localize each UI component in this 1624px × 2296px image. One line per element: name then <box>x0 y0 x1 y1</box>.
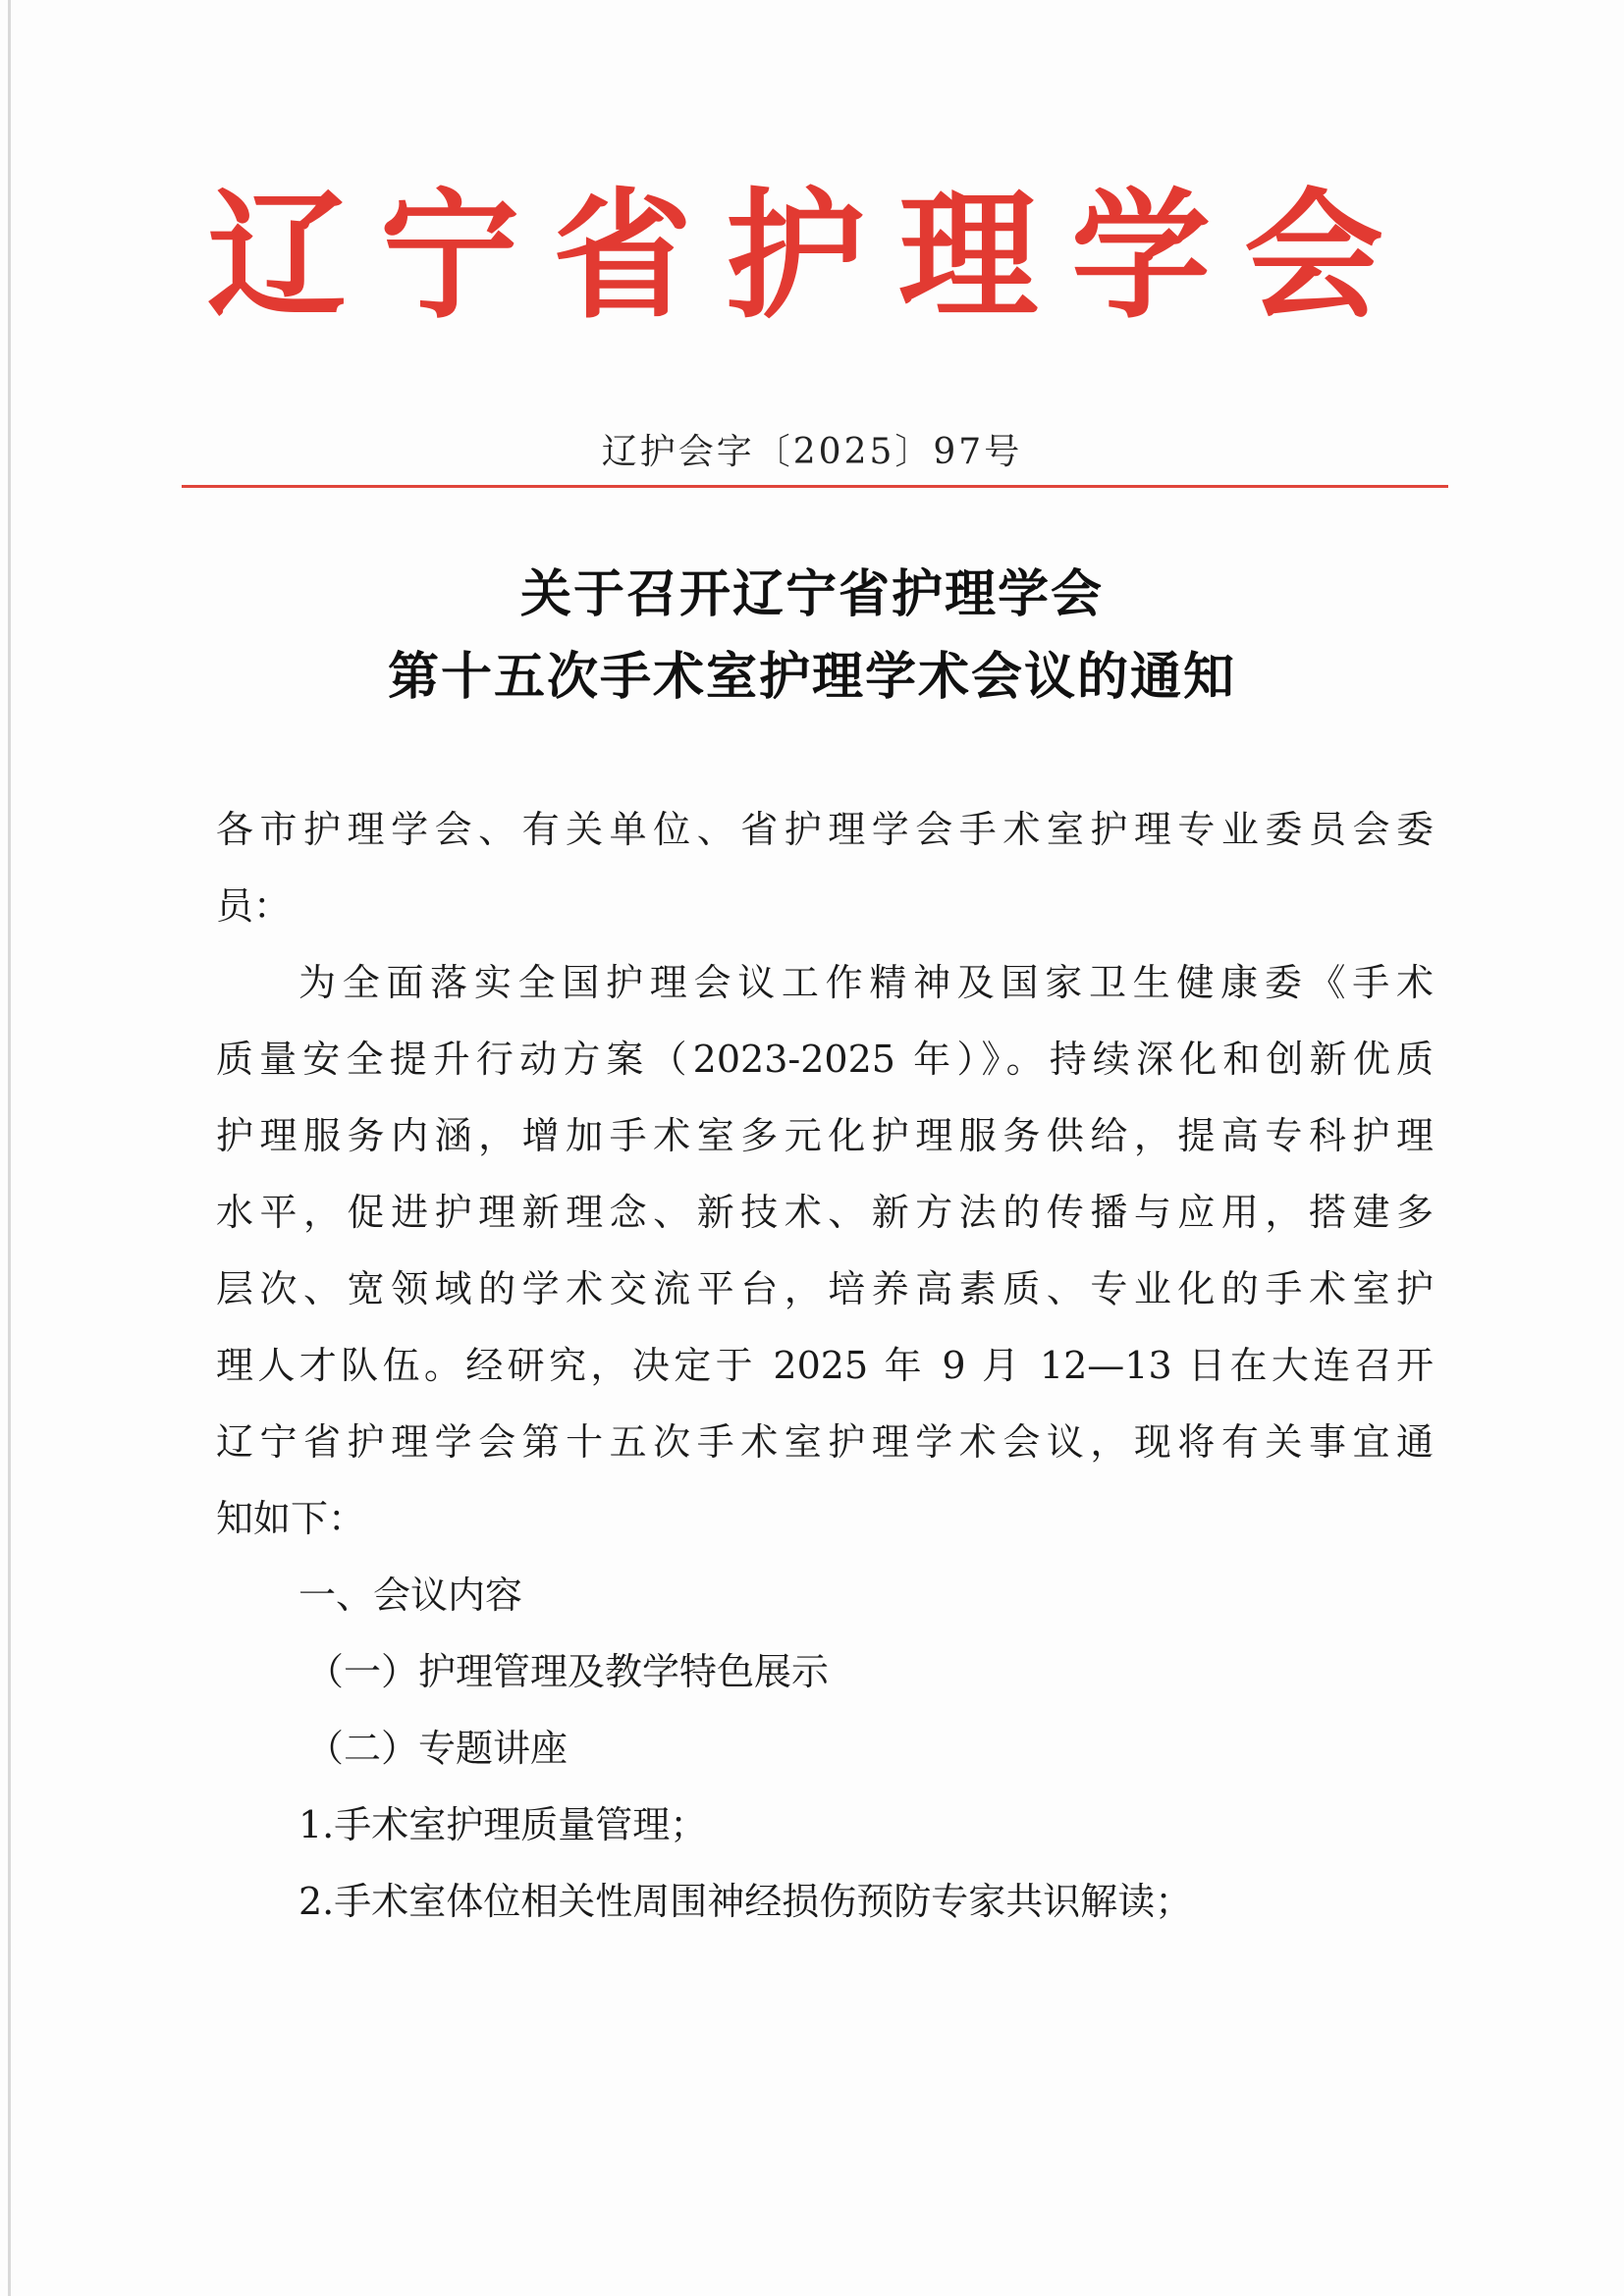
recipients-line-1: 各市护理学会、有关单位、省护理学会手术室护理专业委员会委 <box>216 808 1434 851</box>
title-line-1: 关于召开辽宁省护理学会 <box>519 564 1104 624</box>
scan-edge <box>8 0 11 2296</box>
title-line-2: 第十五次手术室护理学术会议的通知 <box>387 647 1236 707</box>
intro-line-1: 为全面落实全国护理会议工作精神及国家卫生健康委《手术 <box>298 961 1434 1004</box>
intro-line-6: 理人才队伍。经研究，决定于 2025 年 9 月 12—13 日在大连召开 <box>216 1344 1434 1387</box>
intro-line-8: 知如下： <box>216 1497 366 1540</box>
header-divider <box>182 485 1448 488</box>
section-heading: 一、会议内容 <box>298 1574 523 1617</box>
subsection-1: （一）护理管理及教学特色展示 <box>306 1650 830 1693</box>
intro-line-5: 层次、宽领域的学术交流平台，培养高素质、专业化的手术室护 <box>216 1267 1434 1310</box>
recipients-line-2: 员： <box>216 884 292 928</box>
intro-line-7: 辽宁省护理学会第十五次手术室护理学术会议，现将有关事宜通 <box>216 1420 1434 1464</box>
intro-line-3: 护理服务内涵，增加手术室多元化护理服务供给，提高专科护理 <box>216 1114 1434 1157</box>
organization-header: 辽宁省护理学会 <box>207 175 1417 338</box>
list-item-1: 1.手术室护理质量管理； <box>298 1803 708 1846</box>
list-item-2: 2.手术室体位相关性周围神经损伤预防专家共识解读； <box>298 1880 1193 1923</box>
subsection-2: （二）专题讲座 <box>306 1727 568 1770</box>
intro-line-2: 质量安全提升行动方案（2023-2025 年）》。持续深化和创新优质 <box>216 1038 1434 1081</box>
document-number: 辽护会字〔2025〕97号 <box>601 432 1023 472</box>
intro-line-4: 水平，促进护理新理念、新技术、新方法的传播与应用，搭建多 <box>216 1191 1434 1234</box>
